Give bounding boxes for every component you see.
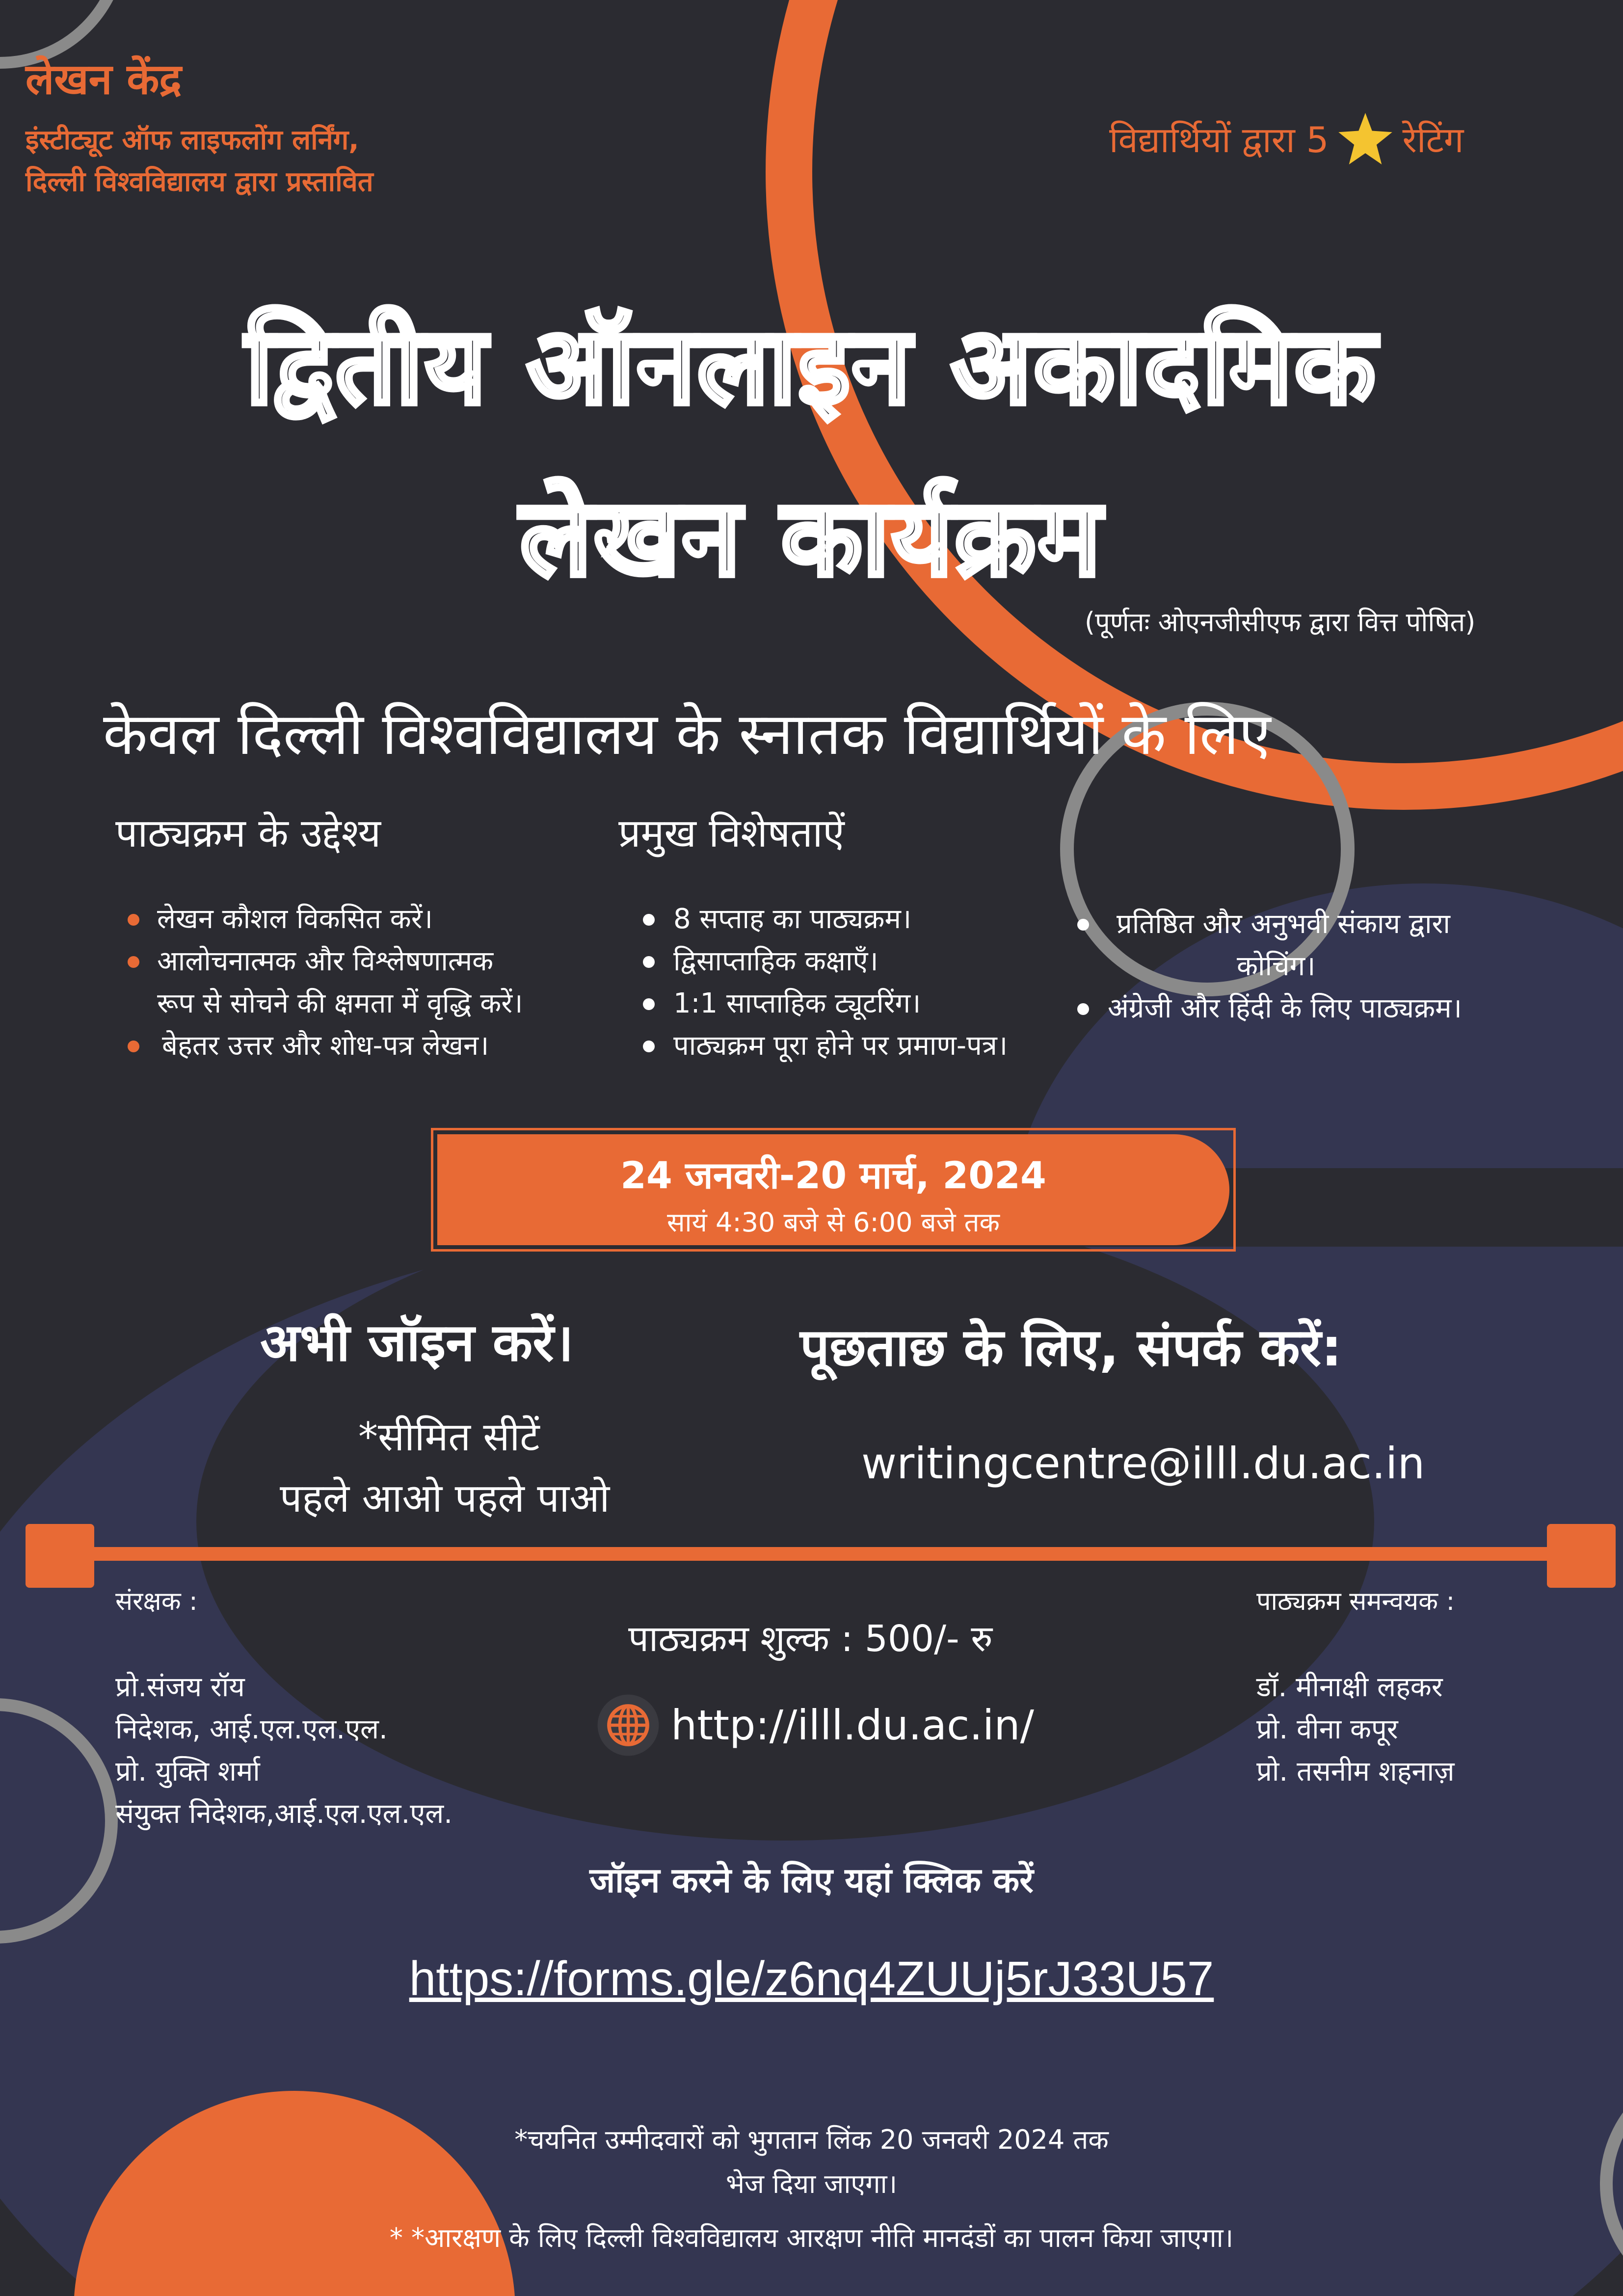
rating (1109, 113, 1463, 164)
patron-line: प्रो.संजय रॉय (115, 1671, 245, 1703)
funding-note: (पूर्णतः ओएनजीसीएफ द्वारा वित्त पोषित) (1085, 607, 1476, 638)
schedule-time: सायं 4:30 बजे से 6:00 बजे तक (667, 1207, 1000, 1238)
cta-label: जॉइन करने के लिए यहां क्लिक करें (589, 1860, 1034, 1900)
list-item: 1:1 साप्ताहिक ट्यूटरिंग। (643, 983, 1008, 1025)
schedule-box (431, 1128, 1236, 1252)
patrons-list (115, 1666, 452, 1835)
audience-line: केवल दिल्ली विश्वविद्यालय के स्नातक विद्यार्थियों के लिए (103, 700, 1271, 768)
list-item: 8 सप्ताह का पाठ्यक्रम। (643, 898, 1008, 940)
divider-cap-left (26, 1524, 94, 1588)
coordinators-label: पाठ्यक्रम समन्वयक : (1256, 1587, 1455, 1616)
features-list-right (1077, 903, 1462, 1030)
list-item: द्विसाप्ताहिक कक्षाएँ। (643, 940, 1008, 983)
list-item: अंग्रेजी और हिंदी के लिए पाठ्यक्रम। (1077, 988, 1462, 1030)
coordinator-line: प्रो. तसनीम शहनाज़ (1256, 1756, 1455, 1788)
course-fee: पाठ्यक्रम शुल्क : 500/- रु (628, 1618, 993, 1660)
features-heading: प्रमुख विशेषताऐं (618, 810, 845, 856)
org-line-2: दिल्ली विश्वविद्यालय द्वारा प्रस्तावित (26, 166, 373, 198)
org-name: लेखन केंद्र (26, 55, 182, 104)
list-item: लेखन कौशल विकसित करें। (128, 898, 523, 940)
list-item: बेहतर उत्तर और शोध-पत्र लेखन। (128, 1025, 523, 1067)
website-row[interactable] (596, 1693, 1034, 1757)
objectives-list (128, 898, 523, 1067)
patrons-label: संरक्षक : (115, 1587, 198, 1616)
divider-bar (64, 1547, 1561, 1561)
form-link[interactable]: https://forms.gle/z6nq4ZUUj5rJ33U57 (409, 1951, 1214, 2005)
star-icon (1338, 113, 1392, 164)
contact-heading: पूछताछ के लिए, संपर्क करें: (800, 1317, 1342, 1378)
list-item: आलोचनात्मक और विश्लेषणात्मक (128, 940, 523, 983)
patron-line: प्रो. युक्ति शर्मा (115, 1756, 260, 1788)
patron-line: निदेशक, आई.एल.एल.एल. (115, 1713, 388, 1745)
list-item: कोचिंग। (1237, 950, 1316, 982)
patron-line: संयुक्त निदेशक,आई.एल.एल.एल. (115, 1798, 453, 1830)
objectives-heading: पाठ्यक्रम के उद्देश्य (115, 810, 381, 856)
list-item: प्रतिष्ठित और अनुभवी संकाय द्वारा (1077, 903, 1462, 945)
schedule-pill (437, 1134, 1229, 1245)
org-line-1: इंस्टीट्यूट ऑफ लाइफलोंग लर्निंग, (26, 124, 359, 156)
footnote-line-2: भेज दिया जाएगा। (725, 2168, 898, 2199)
website-link[interactable]: http://illl.du.ac.in/ (671, 1701, 1034, 1749)
join-note-1: *सीमित सीटें (358, 1414, 540, 1460)
schedule-dates: 24 जनवरी-20 मार्च, 2024 (620, 1153, 1046, 1197)
features-list (643, 898, 1008, 1067)
join-note-2: पहले आओ पहले पाओ (280, 1475, 610, 1521)
coordinators-list (1256, 1666, 1455, 1793)
rating-suffix: रेटिंग (1402, 119, 1464, 160)
title-line-2: लेखन कार्यक्रम (520, 475, 1103, 599)
list-item: रूप से सोचने की क्षमता में वृद्धि करें। (157, 988, 523, 1019)
footnote-line-3: * *आरक्षण के लिए दिल्ली विश्वविद्यालय आरक्षण नीति मानदंडों का पालन किया जाएगा। (389, 2222, 1234, 2253)
rating-prefix: विद्यार्थियों द्वारा 5 (1109, 119, 1329, 160)
coordinator-line: डॉ. मीनाक्षी लहकर (1256, 1671, 1443, 1703)
title-line-1: द्वितीय ऑनलाइन अकादमिक (245, 303, 1378, 427)
list-item: पाठ्यक्रम पूरा होने पर प्रमाण-पत्र। (643, 1025, 1008, 1067)
footnote-line-1: *चयनित उम्मीदवारों को भुगतान लिंक 20 जनवरी 2024 तक (514, 2124, 1109, 2155)
contact-email[interactable]: writingcentre@illl.du.ac.in (861, 1438, 1425, 1489)
coordinator-line: प्रो. वीना कपूर (1256, 1713, 1398, 1745)
globe-icon (596, 1693, 660, 1757)
divider-cap-right (1547, 1524, 1616, 1588)
join-heading: अभी जॉइन करें। (260, 1312, 574, 1373)
